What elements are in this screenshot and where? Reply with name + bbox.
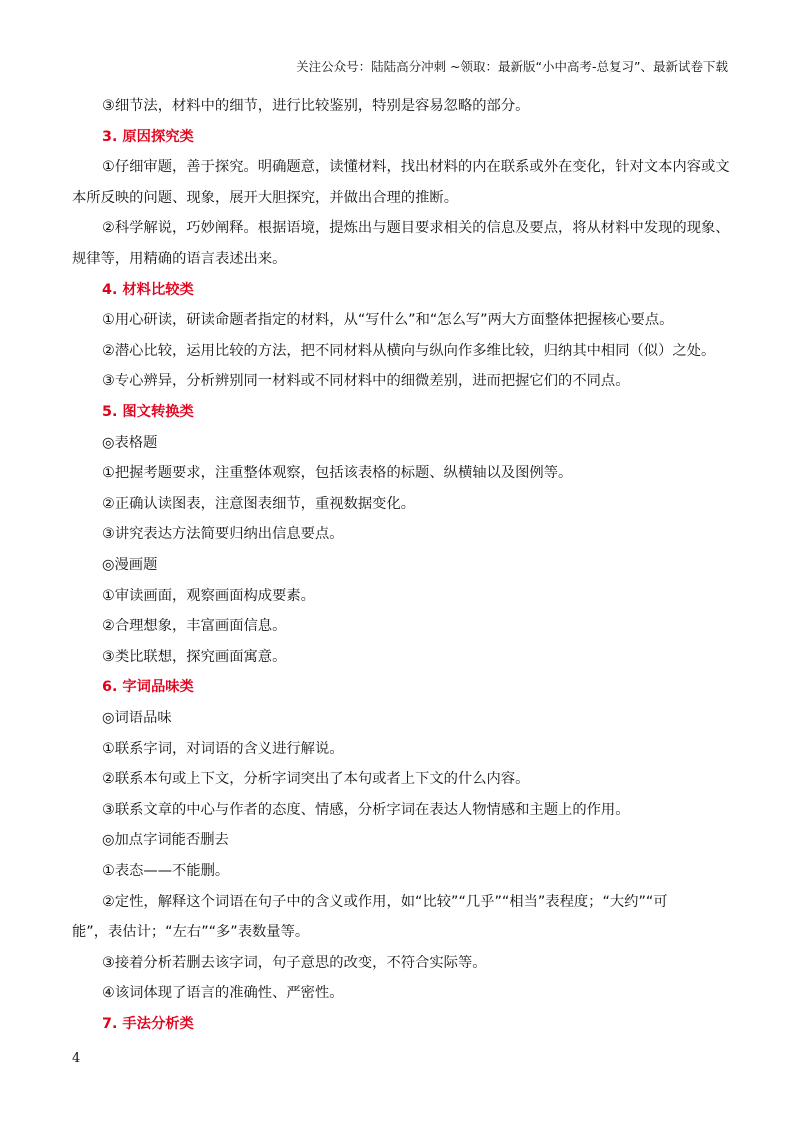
paragraph-line: ◎加点字词能否删去: [102, 832, 229, 849]
paragraph-line: ◎漫画题: [102, 557, 158, 573]
paragraph-line: ◎表格题: [102, 434, 158, 451]
paragraph-line: ①联系字词，对词语的含义进行解说。: [102, 740, 344, 757]
paragraph-line: 本所反映的问题、现象，展开大胆探究，并做出合理的推断。: [72, 189, 459, 206]
page-number: 4: [72, 1051, 81, 1066]
paragraph-line: ①用心研读，研读命题者指定的材料，从“写什么”和“怎么写”两大方面整体把握核心要点。: [102, 312, 674, 329]
paragraph-line: ◎词语品味: [102, 710, 172, 726]
paragraph-line: ③细节法，材料中的细节，进行比较鉴别，特别是容易忽略的部分。: [102, 98, 530, 114]
paragraph-line: ③专心辨异，分析辨别同一材料或不同材料中的细微差别，进而把握它们的不同点。: [102, 373, 630, 390]
section-heading: 6. 字词品味类: [102, 679, 194, 696]
section-heading: 3. 原因探究类: [102, 128, 194, 145]
paragraph-line: ③讲究表达方法简要归纳出信息要点。: [102, 526, 344, 543]
paragraph-line: ③类比联想，探究画面寓意。: [102, 648, 287, 665]
paragraph-line: ④该词体现了语言的准确性、严密性。: [102, 985, 344, 1002]
paragraph-line: ②科学解说，巧妙阐释。根据语境，提炼出与题目要求相关的信息及要点，将从材料中发现的现象、: [102, 220, 730, 237]
paragraph-line: ②潜心比较，运用比较的方法，把不同材料从横向与纵向作多维比较，归纳其中相同（似）之处。: [102, 342, 716, 359]
paragraph-line: 规律等，用精确的语言表述出来。: [72, 251, 287, 267]
page-header: 关注公众号：陆陆高分冲刺 ~领取：最新版“小中高考-总复习”、最新试卷下载: [296, 59, 728, 74]
section-heading: 7. 手法分析类: [102, 1016, 194, 1032]
section-heading: 5. 图文转换类: [102, 404, 194, 420]
paragraph-line: ②正确认读图表，注意图表细节，重视数据变化。: [102, 495, 416, 512]
paragraph-line: ②定性，解释这个词语在句子中的含义或作用，如“比较”“几乎”“相当”表程度；“大约”“可: [102, 893, 668, 910]
section-heading: 4. 材料比较类: [102, 281, 194, 298]
paragraph-line: ①把握考题要求，注重整体观察，包括该表格的标题、纵横轴以及图例等。: [102, 465, 573, 482]
paragraph-line: ②合理想象，丰富画面信息。: [102, 618, 287, 635]
paragraph-line: ①仔细审题，善于探究。明确题意，读懂材料，找出材料的内在联系或外在变化，针对文本内容或文: [102, 159, 730, 176]
paragraph-line: 能”，表估计；“左右”“多”表数量等。: [72, 924, 310, 941]
paragraph-line: ③接着分析若删去该字词，句子意思的改变，不符合实际等。: [102, 954, 487, 971]
paragraph-line: ①表态——不能删。: [102, 863, 230, 879]
paragraph-line: ②联系本句或上下文，分析字词突出了本句或者上下文的什么内容。: [102, 771, 530, 788]
paragraph-line: ①审读画面，观察画面构成要素。: [102, 587, 315, 604]
paragraph-line: ③联系文章的中心与作者的态度、情感，分析字词在表达人物情感和主题上的作用。: [102, 801, 630, 818]
